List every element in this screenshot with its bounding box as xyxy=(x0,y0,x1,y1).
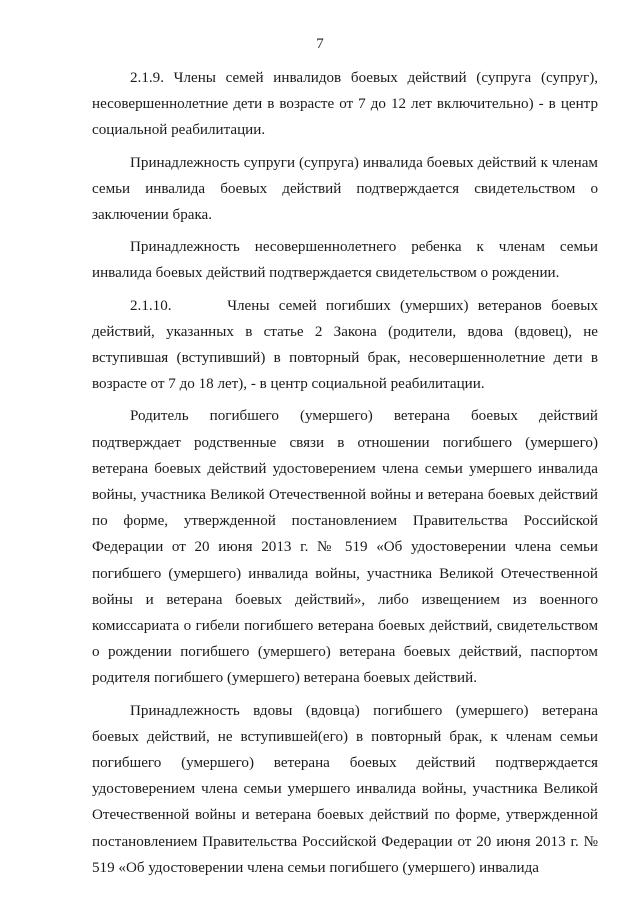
paragraph-2-1-10: 2.1.10. Члены семей погибших (умерших) ветеранов боевых действий, указанных в статье 2 Закона (родители, вдова (вдовец), не вступившая (вступивший) в повторный брак, несовершеннолетние дети в возрасте от 7 до 18 лет), - в центр социальной реабилитации. xyxy=(92,297,602,393)
paragraph-widow-affiliation: Принадлежность вдовы (вдовца) погибшего (умершего) ветерана боевых действий, не вступившей(его) в повторный брак, к членам семьи погибшего (умершего) ветерана боевых действий подтверждается удостоверением члена семьи умершего инвалида войны, участника Великой Отечественной войны и ветерана боевых действий по форме, утвержденной постановлением Правительства Российской Федерации от 20 июня 2013 г. № 519 «Об удостоверении члена семьи погибшего (умершего) инвалида xyxy=(92,702,598,876)
paragraph-2-1-9: 2.1.9. Члены семей инвалидов боевых действий (супруга (супруг), несовершеннолетние дети в возрасте от 7 до 12 лет включительно) - в центр социальной реабилитации. xyxy=(92,70,598,139)
document-body xyxy=(92,65,602,881)
paragraph-spouse-affiliation: Принадлежность супруги (супруга) инвалида боевых действий к членам семьи инвалида боевых действий подтверждается свидетельством о заключении брака. xyxy=(92,154,598,224)
paragraph-child-affiliation: Принадлежность несовершеннолетнего ребенка к членам семьи инвалида боевых действий подтверждается свидетельством о рождении. xyxy=(92,239,598,282)
paragraph-parent-confirmation: Родитель погибшего (умершего) ветерана боевых действий подтверждает родственные связи в отношении погибшего (умершего) ветерана боевых действий удостоверением члена семьи умершего инвалида войны, участника Великой Отечественной войны и ветерана боевых действий по форме, утвержденной постановлением Правительства Российской Федерации от 20 июня 2013 г. № 519 «Об удостоверении члена семьи погибшего (умершего) инвалида войны, участника Великой Отечественной войны и ветерана боевых действий», либо извещением из военного комиссариата о гибели погибшего ветерана боевых действий, свидетельством о рождении погибшего (умершего) ветерана боевых действий, паспортом родителя погибшего (умершего) ветерана боевых действий. xyxy=(92,408,598,687)
page-number: 7 xyxy=(316,36,324,52)
